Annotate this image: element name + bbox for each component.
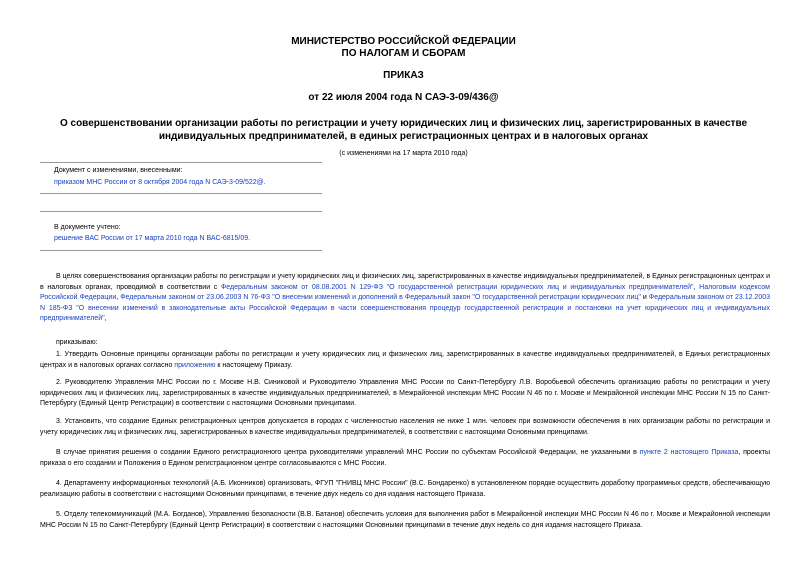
ministry-name-line1: МИНИСТЕРСТВО РОССИЙСКОЙ ФЕДЕРАЦИИ — [291, 36, 516, 47]
edition-note: (с изменениями на 17 марта 2010 года) — [339, 150, 468, 157]
preamble-text: , — [104, 315, 107, 322]
considered-label: В документе учтено: — [54, 224, 121, 231]
order-date-number: от 22 июля 2004 года N САЭ-3-09/436@ — [308, 92, 499, 103]
document-title: О совершенствовании организации работы по регистрации и учету юридических лиц и физических лиц, зарегистрированных в качестве индивидуальных предпринимателей, в единых регистрационных центрах и в налоговых органах — [59, 118, 748, 142]
preamble-text: , — [693, 283, 700, 291]
order-word: приказываю: — [56, 339, 98, 346]
item-5 — [40, 510, 770, 531]
item-3b-text-end: , проекты приказа о его создании и Положения о Едином регистрационном центре согласовываются с МНС России. — [40, 449, 770, 467]
box-bottom-divider — [40, 211, 322, 212]
item-2-text: 2. Руководителю Управления МНС России по г. Москве Н.В. Синиковой и Руководителю Управления МНС России по Санкт-Петербургу Л.В. Воробьевой обеспечить организацию работы по регистрации и учету юридических лиц и физических лиц, зарегистрированных в качестве индивидуальных предпринимателей, в Межрайонной инспекции МНС России N 46 по г. Москве и Межрайонной инспекции МНС России N 15 по Санкт-Петербургу (Единый Центр Регистрации) в соответствии с настоящими Основными принципами. — [40, 379, 770, 407]
changes-link[interactable]: приказом МНС России от 8 октября 2004 года N САЭ-3-09/522@. — [54, 179, 266, 186]
tax-code-link[interactable]: Налоговым кодексом Российской Федерации — [40, 283, 770, 301]
ministry-name-line2: ПО НАЛОГАМ И СБОРАМ — [341, 48, 466, 59]
changes-label: Документ с изменениями, внесенными: — [54, 167, 183, 174]
preamble-text: В целях совершенствования организации работы по регистрации и учету юридических лиц и физических лиц, зарегистрированных в качестве индивидуальных предпринимателей, в Единых регистрационных центрах и в налоговых органах, проводимой в соответствии с — [40, 273, 770, 291]
changes-box — [40, 160, 322, 220]
item-3-b — [40, 448, 770, 469]
item-1 — [40, 350, 770, 371]
item-3-text: 3. Установить, что создание Единых регистрационных центров допускается в городах с численностью населения не ниже 1 млн. человек при возможности обеспечения в них организации работы по регистрации и учету юридических лиц и физических лиц, зарегистрированных в качестве индивидуальных предпринимателей, в соответствии с настоящими Основными принципами. — [40, 418, 770, 436]
item-4 — [40, 479, 770, 500]
law-link-76fz[interactable]: Федеральным законом от 23.06.2003 N 76-ФЗ "О внесении изменений и дополнений в Федеральный закон "О государственной регистрации юридических лиц" — [120, 294, 641, 301]
item-1-text: 1. Утвердить Основные принципы организации работы по регистрации и учету юридических лиц и физических лиц, зарегистрированных в качестве индивидуальных предпринимателей, в Единых регистрационных центрах и в налоговых органах согласно — [40, 351, 770, 369]
item-1-text-end: к настоящему Приказу. — [215, 361, 293, 369]
box-divider — [40, 193, 322, 194]
preamble-text: , — [116, 294, 121, 301]
box-bottom-divider — [40, 250, 322, 251]
item-5-text: 5. Отделу телекоммуникаций (М.А. Богданов), Управлению безопасности (В.В. Батанов) обеспечить условия для выполнения работ в Межрайонной инспекции МНС России N 46 по г. Москве и Межрайонной инспекции МНС России N 15 по Санкт-Петербургу (Единый Центр Регистрации) в соответствии с настоящими Основными принципами в течение двух недель со дня издания настоящего Приказа. — [40, 511, 770, 529]
box-top-divider — [40, 162, 322, 163]
document-type: ПРИКАЗ — [383, 70, 424, 81]
preamble — [40, 272, 770, 325]
order-clause — [40, 338, 770, 349]
law-link-185fz[interactable]: Федеральным законом от 23.12.2003 N 185-ФЗ "О внесении изменений в законодательные акты Российской Федерации в части совершенствования процедур государственной регистрации и постановки на учет юридических лиц и индивидуальных предпринимателей" — [40, 294, 770, 322]
considered-link[interactable]: решение ВАС России от 17 марта 2010 года N ВАС-6815/09. — [54, 235, 251, 242]
appendix-link[interactable]: приложению — [174, 361, 216, 369]
item-4-text: 4. Департаменту информационных технологий (А.Б. Иконников) организовать, ФГУП "ГНИВЦ МНС России" (В.С. Бондаренко) в установленном порядке осуществить доработку программных средств, обеспечивающую реализацию работы в соответствии с настоящими Основными принципами, в течение двух недель со дня издания настоящего Приказа. — [40, 480, 770, 498]
preamble-text: и — [640, 294, 649, 301]
law-link-129fz[interactable]: Федеральным законом от 08.08.2001 N 129-ФЗ "О государственной регистрации юридических лиц и индивидуальных предпринимателей" — [220, 283, 694, 291]
item-3 — [40, 417, 770, 438]
considered-box — [40, 222, 322, 262]
item-3b-text: В случае принятия решения о создании Единого регистрационного центра руководителями управлений МНС России по субъектам Российской Федерации, не указанными в — [56, 449, 640, 456]
item-2 — [40, 378, 770, 410]
clause-2-link[interactable]: пункте 2 настоящего Приказа — [639, 449, 739, 456]
